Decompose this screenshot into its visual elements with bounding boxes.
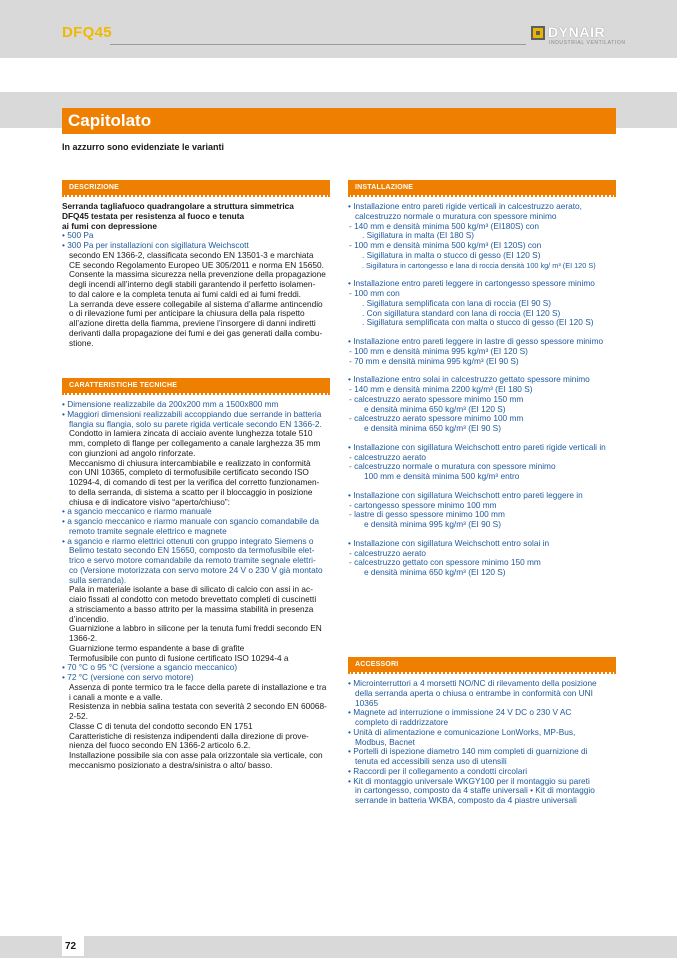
install-sub: - 70 mm e densità minima 995 kg/m³ (EI 90 S) — [349, 355, 519, 366]
page-title: Capitolato — [68, 111, 152, 130]
install-bullet-cont: calcestruzzo normale o muratura con spessore minimo — [355, 210, 557, 221]
accessory-item-cont: della serranda aperta o chiusa o entrambe in conformità con UNI — [355, 687, 593, 698]
desc-line: o di rilevazione fumi per anticipare la chiusura della pala rispetto — [69, 308, 305, 319]
feature-line: 10294-4, di comando di test per la verifica del corretto funzionamen- — [69, 477, 320, 487]
feature-line: Meccanismo di chiusura intercambiabile e realizzato in conformità — [69, 457, 311, 468]
desc-line: La serranda deve essere collegabile al sistema d’allarme antincendio — [69, 298, 323, 309]
page-number: 72 — [65, 941, 77, 952]
feature-line: 2-52. — [69, 711, 88, 721]
feature-line: meccanismo posizionato a destra/sinistra o alto/ basso. — [69, 759, 273, 770]
section-heading-accessori: ACCESSORI — [348, 657, 616, 672]
desc-line: degli incendi all’interno degli stabili garantendo il perfetto isolamen- — [69, 279, 316, 289]
install-sub: - calcestruzzo normale o muratura con spessore minimo — [349, 461, 556, 472]
accessory-item-cont: tenuta ed accessibili senza uso di utensili — [355, 756, 507, 766]
feature-line: Termofusibile con punto di fusione certificato ISO 10294-4 a — [69, 652, 289, 663]
feature-line: chiusa e di indicatore visivo “aperto/chiuso”: — [69, 496, 230, 507]
accessory-item-cont: serrande in batteria WKBA, composto da 4 piastre universali — [355, 795, 577, 805]
desc-line: derivanti dalla propagazione dei fumi e dei gas generati dalla combu- — [69, 327, 323, 338]
feature-line: Classe C di tenuta del condotto secondo EN 1751 — [69, 720, 253, 731]
brand-logo-icon — [531, 26, 545, 40]
feature-line: a strisciamento a basso attrito per la massima stabilità in presenza — [69, 603, 314, 614]
install-sub: - 100 mm e densità minima 500 kg/m³ (EI 120S) con — [349, 240, 542, 250]
feature-bullet: • 70 °C o 95 °C (versione a sgancio meccanico) — [62, 662, 238, 673]
install-subsub: . Con sigillatura standard con lana di roccia (EI 120 S) — [362, 307, 561, 318]
section-caratteristiche — [62, 378, 330, 771]
install-subsub: . Sigillatura in malta (EI 180 S) — [362, 230, 475, 241]
feature-line: 1366-2. — [69, 633, 98, 643]
desc-line: to dal calore e la completa tenuta ai fumi caldi ed ai fumi freddi. — [69, 288, 301, 299]
accessory-item: • Portelli di ispezione diametro 140 mm completi di guarnizione di — [348, 746, 588, 757]
install-bullet: • Installazione con sigillatura Weichschott entro pareti leggere in — [348, 489, 583, 500]
accessory-item: • Unità di alimentazione e comunicazione LonWorks, MP-Bus, — [348, 726, 576, 737]
feature-line: Resistenza in nebbia salina testata con severità 2 secondo EN 60068- — [69, 701, 327, 712]
feature-line: Guarnizione a labbro in silicone per la tenuta fumi freddi secondo EN — [69, 623, 322, 634]
feature-line: Pala in materiale isolante a base di silicato di calcio con assi in ac- — [69, 584, 313, 595]
install-sub-cont: e densità minima 650 kg/m³ (EI 120 S) — [364, 403, 506, 414]
install-sub-cont: 100 mm e densità minima 500 kg/m³ entro — [364, 471, 520, 481]
feature-bullet: • a sgancio meccanico e riarmo manuale con sgancio comandabile da — [62, 516, 320, 526]
desc-line: Consente la massima sicurezza nella prevenzione della propagazione — [69, 269, 326, 280]
install-subsub: . Sigillatura semplificata con lana di roccia (EI 90 S) — [362, 297, 552, 308]
dotted-separator — [348, 672, 616, 674]
feature-line: con UNI 10365, completo di termofusibile certificato secondo ISO — [69, 467, 309, 478]
brand-name: DYNAIR — [548, 24, 606, 40]
section-heading-caratteristiche: CARATTERISTICHE TECNICHE — [62, 378, 330, 393]
dotted-separator — [348, 195, 616, 197]
product-code: DFQ45 — [62, 24, 112, 41]
accessory-item: • Kit di montaggio universale WKGY100 per il montaggio su pareti — [348, 775, 590, 786]
install-sub: - cartongesso spessore minimo 100 mm — [349, 499, 497, 510]
feature-bullet-cont: remoto tramite segnale elettrico e magnete — [69, 525, 227, 536]
desc-option: • 500 Pa — [62, 230, 94, 241]
feature-line: Installazione possibile sia con asse pala orizzontale sia verticale, con — [69, 750, 323, 760]
section-installazione — [348, 180, 616, 578]
feature-line: Guarnizione termo espandente a base di grafite — [69, 642, 245, 653]
install-sub: - calcestruzzo aerato spessore minimo 100 mm — [349, 413, 524, 424]
feature-bullet-cont: Belimo testato secondo EN 15650, composto da termofusibile elet- — [69, 545, 315, 556]
install-sub: - calcestruzzo aerato spessore minimo 150 mm — [349, 393, 524, 404]
footer-band — [0, 936, 677, 958]
install-subsub: . Sigillatura in malta o stucco di gesso (EI 120 S) — [362, 249, 541, 260]
install-subsub: . Sigillatura semplificata con malta o stucco di gesso (EI 120 S) — [362, 317, 594, 328]
desc-option: • 300 Pa per installazioni con sigillatura Weichscott — [62, 240, 249, 250]
feature-bullet: • Maggiori dimensioni realizzabili accoppiando due serrande in batteria — [62, 408, 322, 419]
header-rule — [110, 44, 526, 45]
accessory-item: • Raccordi per il collegamento a condotti circolari — [348, 765, 528, 776]
feature-bullet: • Dimensione realizzabile da 200x200 mm a 1500x800 mm — [62, 399, 279, 409]
section-heading-descrizione: DESCRIZIONE — [62, 180, 330, 195]
install-bullet: • Installazione entro pareti rigide verticali in calcestruzzo aerato, — [348, 201, 582, 211]
dotted-separator — [62, 393, 330, 395]
accessory-item-cont: 10365 — [355, 697, 379, 708]
desc-line: stione. — [69, 337, 94, 348]
install-sub: - calcestruzzo aerato — [349, 547, 427, 558]
install-sub: - 140 mm e densità minima 500 kg/m³ (EI180S) con — [349, 220, 539, 231]
title-bar — [62, 108, 616, 134]
feature-line: ciaio fissati al condotto con metodo brevettato completi di cuscinetti — [69, 594, 317, 604]
install-sub: - 140 mm e densità minima 2200 kg/m³ (EI 180 S) — [349, 384, 533, 394]
section-accessori — [348, 657, 616, 806]
feature-bullet-cont: trico e servo motore comandabile da remoto tramite segnale elettri- — [69, 555, 316, 565]
feature-line: Assenza di ponte termico tra le facce della parete di installazione e tra — [69, 681, 327, 692]
accessory-item-cont: completo di raddrizzatore — [355, 717, 449, 727]
install-bullet: • Installazione con sigillatura Weichschott entro solai in — [348, 537, 550, 548]
install-sub: - calcestruzzo gettato con spessore minimo 150 mm — [349, 557, 541, 568]
desc-intro-line: ai fumi con depressione — [62, 220, 157, 231]
feature-line: Caratteristiche di resistenza indipendenti dalla direzione di prove- — [69, 730, 309, 741]
install-bullet: • Installazione entro pareti leggere in cartongesso spessore minimo — [348, 278, 595, 289]
accessory-item-cont: in cartongesso, composto da 4 staffe universali • Kit di montaggio — [355, 785, 595, 796]
feature-line: nienza del fuoco secondo EN 1366-2 articolo 6.2. — [69, 740, 251, 751]
accessory-item: • Microinterruttori a 4 morsetti NO/NC di rilevamento della posizione — [348, 678, 597, 688]
accessory-item: • Magnete ad interruzione o immissione 24 V DC o 230 V AC — [348, 707, 572, 718]
install-sub-cont: e densità minima 995 kg/m³ (EI 90 S) — [364, 519, 501, 529]
feature-line: mm, completo di flange per collegamento a canale larghezza 35 mm — [69, 438, 321, 448]
feature-bullet-cont: sulla serranda). — [69, 574, 127, 585]
feature-line: i canali a monte e a valle. — [69, 691, 163, 702]
dotted-separator — [62, 195, 330, 197]
feature-line: d’incendio. — [69, 613, 109, 624]
section-descrizione — [62, 180, 330, 348]
feature-line: con giunzioni ad angolo rinforzate. — [69, 447, 196, 458]
install-sub: - 100 mm e densità minima 995 kg/m³ (EI 120 S) — [349, 345, 528, 356]
install-sub: - 100 mm con — [349, 288, 400, 298]
page-subtitle: In azzurro sono evidenziate le varianti — [62, 142, 225, 152]
feature-bullet: • 72 °C (versione con servo motore) — [62, 672, 194, 682]
install-sub: - lastre di gesso spessore minimo 100 mm — [349, 509, 505, 520]
install-sub-cont: e densità minima 650 kg/m³ (EI 90 S) — [364, 423, 501, 433]
install-bullet: • Installazione entro solai in calcestruzzo gettato spessore minimo — [348, 374, 590, 385]
feature-bullet-cont: co (Versione motorizzata con servo motore 24 V o 230 V già montato — [69, 564, 323, 575]
desc-intro-line: DFQ45 testata per resistenza al fuoco e tenuta — [62, 210, 245, 221]
desc-line: CE secondo Regolamento Europeo UE 305/2011 e norma EN 15650. — [69, 259, 324, 270]
feature-line: Condotto in lamiera zincata di acciaio avente lunghezza totale 510 — [69, 428, 313, 439]
feature-bullet: • a sgancio meccanico e riarmo manuale — [62, 506, 212, 517]
feature-bullet-cont: flangia su flangia, solo su parete rigida verticale secondo EN 1366-2. — [69, 418, 322, 429]
accessory-item-cont: Modbus, Bacnet — [355, 736, 415, 747]
feature-bullet: • a sgancio e riarmo elettrici ottenuti con gruppo integrato Siemens o — [62, 535, 314, 546]
desc-intro-line: Serranda tagliafuoco quadrangolare a struttura simmetrica — [62, 201, 294, 211]
brand-tagline: INDUSTRIAL VENTILATION — [549, 40, 626, 46]
install-subsub: . Sigillatura in cartongesso e lana di roccia densità 100 kg/ m³ (EI 120 S) — [362, 260, 596, 270]
section-heading-installazione: INSTALLAZIONE — [348, 180, 616, 195]
install-bullet: • Installazione entro pareti leggere in lastre di gesso spessore minimo — [348, 336, 604, 346]
desc-line: secondo EN 1366-2, classificata secondo EN 13501-3 e marchiata — [69, 249, 314, 260]
desc-line: all’azione diretta della fiamma, previene l’insorgere di danni indiretti — [69, 318, 316, 328]
install-sub: - calcestruzzo aerato — [349, 451, 427, 462]
install-bullet: • Installazione con sigillatura Weichschott entro pareti rigide verticali in — [348, 441, 606, 452]
feature-line: to della serranda, di sistema a scatto per il bloccaggio in posizione — [69, 486, 313, 497]
install-sub-cont: e densità minima 650 kg/m³ (EI 120 S) — [364, 567, 506, 577]
